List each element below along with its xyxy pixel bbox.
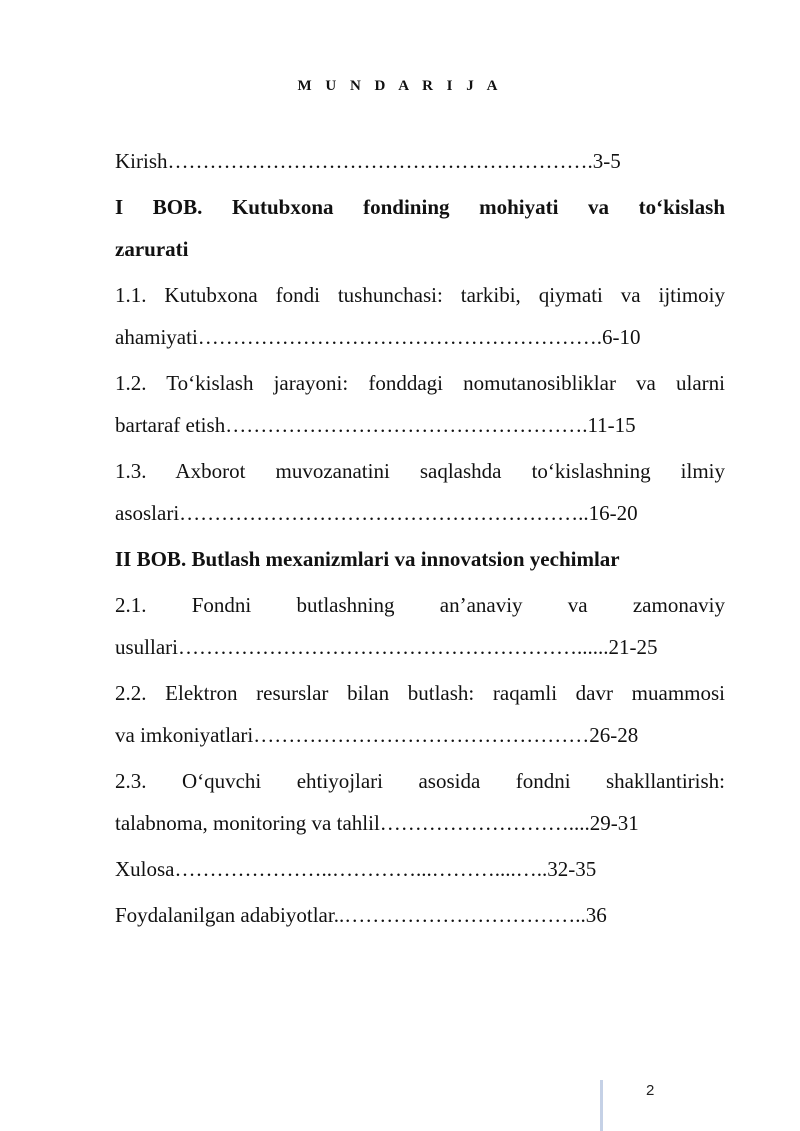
toc-line: I BOB. Kutubxona fondining mohiyati va to‘kislash: [115, 195, 725, 219]
toc-section-2-3: [115, 760, 725, 844]
toc-line: asoslari…………………………………………………..16-20: [115, 501, 638, 525]
toc-entry-xulosa: [115, 848, 725, 890]
toc-line: Kirish…………………………………………………….3-5: [115, 149, 621, 173]
toc-line: 1.1. Kutubxona fondi tushunchasi: tarkibi, qiymati va ijtimoiy: [115, 283, 725, 307]
toc-line: 2.3. O‘quvchi ehtiyojlari asosida fondni shakllantirish:: [115, 769, 725, 793]
page-title: M U N D A R I J A: [297, 78, 503, 94]
toc-line: zarurati: [115, 237, 189, 261]
toc-chapter-2: [115, 538, 725, 580]
toc-line: 2.1. Fondni butlashning an’anaviy va zamonaviy: [115, 593, 725, 617]
toc-line: bartaraf etish…………………………………………….11-15: [115, 413, 636, 437]
table-of-contents: [115, 140, 725, 936]
toc-section-1-3: [115, 450, 725, 534]
toc-line: talabnoma, monitoring va tahlil………………………....29-31: [115, 811, 639, 835]
toc-line: 1.2. To‘kislash jarayoni: fonddagi nomutanosibliklar va ularni: [115, 371, 725, 395]
toc-entry-foydalanilgan: [115, 894, 725, 936]
toc-line: Xulosa…………………..…………...………....…..32-35: [115, 857, 597, 881]
toc-line: 2.2. Elektron resurslar bilan butlash: raqamli davr muammosi: [115, 681, 725, 705]
toc-section-1-2: [115, 362, 725, 446]
toc-line: va imkoniyatlari…………………………………………26-28: [115, 723, 639, 747]
toc-entry-kirish: [115, 140, 725, 182]
toc-line: usullari…………………………………………………......21-25: [115, 635, 658, 659]
toc-section-1-1: [115, 274, 725, 358]
toc-section-2-1: [115, 584, 725, 668]
toc-line: 1.3. Axborot muvozanatini saqlashda to‘kislashning ilmiy: [115, 459, 725, 483]
toc-line: ahamiyati………………………………………………….6-10: [115, 325, 641, 349]
page-number: 2: [646, 1082, 655, 1099]
page-margin-rule: [600, 1080, 603, 1131]
toc-line: II BOB. Butlash mexanizmlari va innovatsion yechimlar: [115, 547, 620, 571]
toc-section-2-2: [115, 672, 725, 756]
toc-line: Foydalanilgan adabiyotlar..……………………………..36: [115, 903, 607, 927]
toc-chapter-1: [115, 186, 725, 270]
